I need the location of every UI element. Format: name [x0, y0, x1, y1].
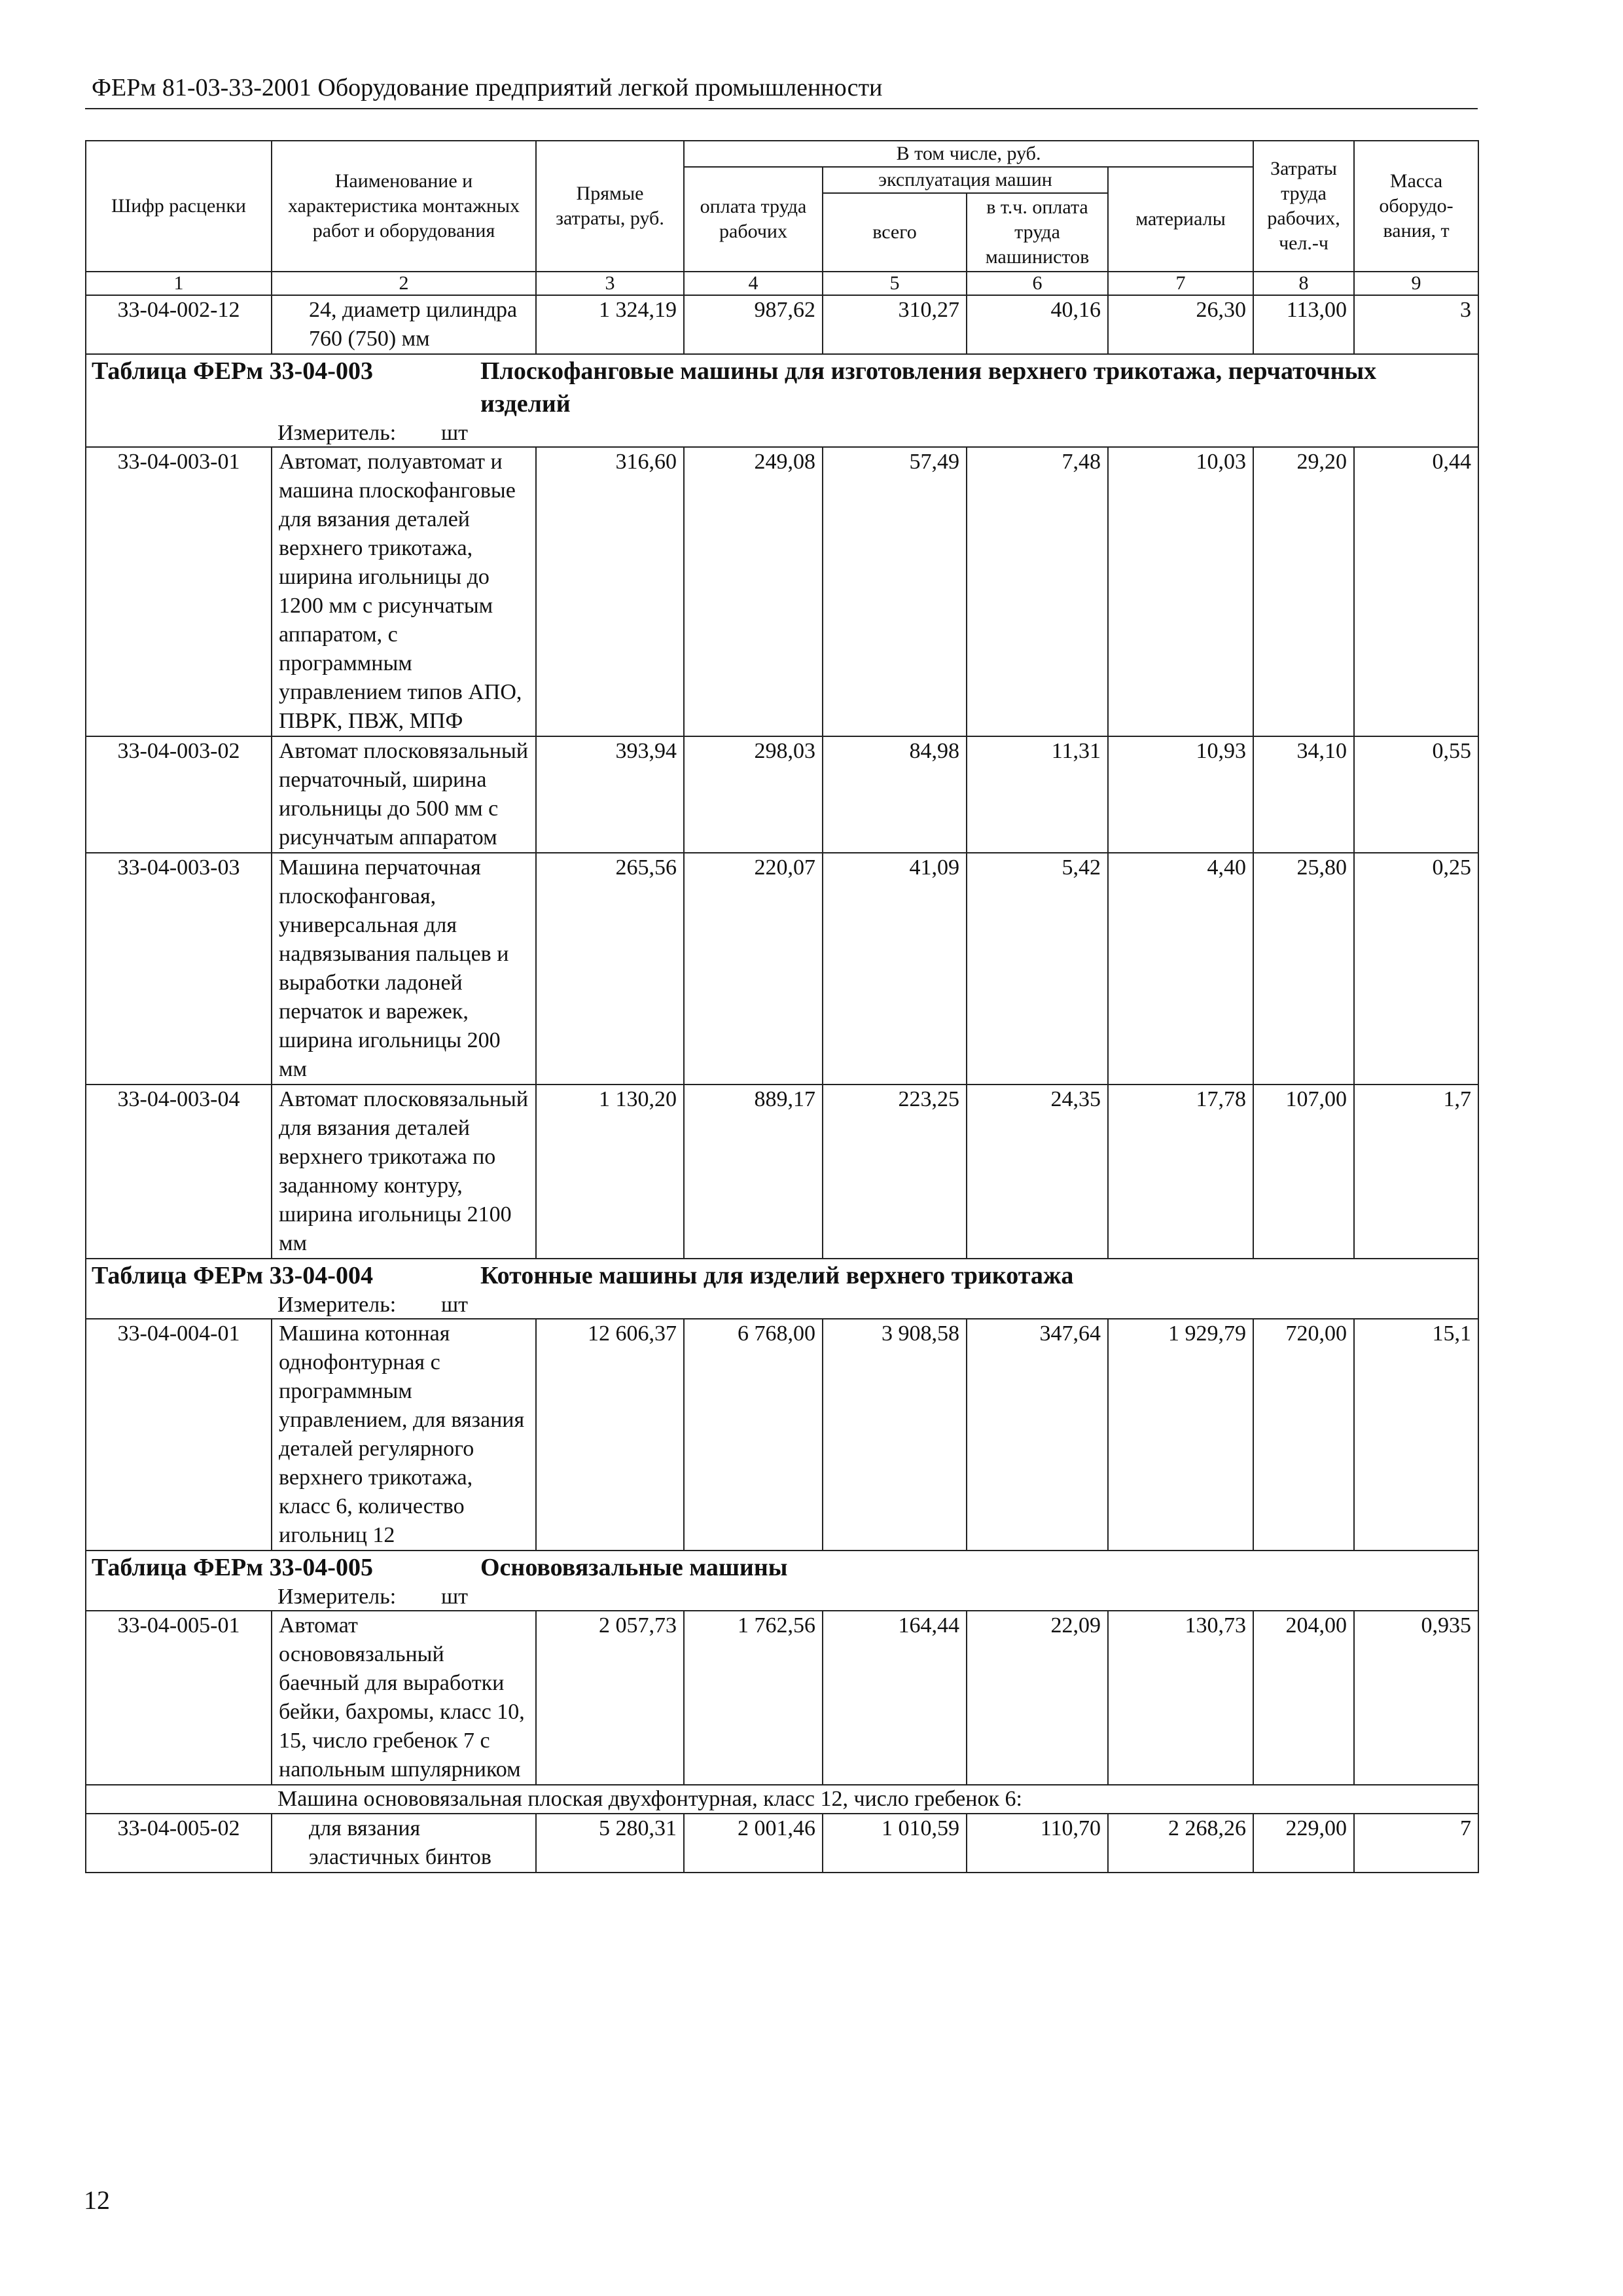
unit-value: шт: [441, 1293, 469, 1317]
col-header-machinist-pay: в т.ч. оплата труда машинистов: [967, 193, 1108, 272]
direct-cost: 1 324,19: [536, 295, 684, 354]
machine-cost: 164,44: [823, 1611, 967, 1785]
work-name: Автомат плосковязальный для вязания деталей верхнего трикотажа по заданному контуру, ширина игольницы 2100 мм: [272, 1085, 536, 1259]
section-code: Таблица ФЕРм 33-04-003: [92, 357, 373, 385]
section-title: Основовязальные машины: [480, 1554, 788, 1581]
materials-cost: 1 929,79: [1108, 1319, 1253, 1551]
col-header-materials: материалы: [1108, 167, 1253, 272]
col-header-name: Наименование и характеристика монтажных работ и оборудования: [272, 141, 536, 272]
column-number: 8: [1253, 272, 1354, 295]
unit-label: Измеритель:: [277, 1293, 397, 1317]
labor-hours: 204,00: [1253, 1611, 1354, 1785]
equipment-mass: 0,44: [1354, 447, 1478, 736]
direct-cost: 265,56: [536, 853, 684, 1085]
col-header-machine-op: эксплуатация машин: [823, 167, 1108, 193]
equipment-mass: 7: [1354, 1814, 1478, 1873]
rates-table: [85, 140, 1479, 1873]
section-title-row: [86, 354, 1478, 420]
equipment-mass: 15,1: [1354, 1319, 1478, 1551]
labor-pay: 220,07: [684, 853, 823, 1085]
table-row: [86, 447, 1478, 736]
work-name: Автомат, полуавтомат и машина плоскофанговые для вязания деталей верхнего трикотажа, ширина игольницы до 1200 мм с рисунчатым аппаратом, с программным управлением типов АПО, ПВРК, ПВЖ, МПФ: [272, 447, 536, 736]
machine-cost: 41,09: [823, 853, 967, 1085]
labor-hours: 229,00: [1253, 1814, 1354, 1873]
unit-label: Измеритель:: [277, 1585, 397, 1609]
materials-cost: 2 268,26: [1108, 1814, 1253, 1873]
table-row: [86, 295, 1478, 354]
labor-hours: 113,00: [1253, 295, 1354, 354]
col-header-labor-cost: Затраты труда рабочих, чел.-ч: [1253, 141, 1354, 272]
equipment-mass: 0,935: [1354, 1611, 1478, 1785]
unit-value: шт: [441, 1585, 469, 1609]
section-title: Плоскофанговые машины для изготовления верхнего трикотажа, перчаточных изделий: [480, 357, 1377, 418]
machinist-pay: 7,48: [967, 447, 1108, 736]
column-number: 5: [823, 272, 967, 295]
work-name: Автомат плосковязальный перчаточный, ширина игольницы до 500 мм с рисунчатым аппаратом: [272, 736, 536, 853]
equipment-mass: 0,25: [1354, 853, 1478, 1085]
unit-label: Измеритель:: [277, 421, 397, 445]
unit-row: [86, 1292, 1478, 1319]
section-title-row: [86, 1259, 1478, 1292]
page-header-title: ФЕРм 81-03-33-2001 Оборудование предприятий легкой промышленности: [92, 74, 883, 101]
column-number: 9: [1354, 272, 1478, 295]
labor-hours: 720,00: [1253, 1319, 1354, 1551]
labor-pay: 298,03: [684, 736, 823, 853]
section-code: Таблица ФЕРм 33-04-004: [92, 1262, 373, 1289]
work-name: Машина перчаточная плоскофанговая, универсальная для надвязывания пальцев и выработки ладоней перчаток и варежек, ширина игольницы 200 мм: [272, 853, 536, 1085]
table-row: [86, 1085, 1478, 1259]
labor-pay: 249,08: [684, 447, 823, 736]
table-row: [86, 1814, 1478, 1873]
machinist-pay: 22,09: [967, 1611, 1108, 1785]
unit-value: шт: [441, 421, 469, 445]
header-divider: [85, 108, 1478, 109]
column-number: 2: [272, 272, 536, 295]
equipment-mass: 0,55: [1354, 736, 1478, 853]
rate-code: 33-04-005-02: [86, 1814, 272, 1873]
machine-cost: 310,27: [823, 295, 967, 354]
labor-pay: 889,17: [684, 1085, 823, 1259]
column-number: 6: [967, 272, 1108, 295]
equipment-mass: 3: [1354, 295, 1478, 354]
machinist-pay: 40,16: [967, 295, 1108, 354]
rate-code: 33-04-003-02: [86, 736, 272, 853]
work-name: Машина котонная однофонтурная с программным управлением, для вязания деталей регулярного верхнего трикотажа, класс 6, количество игольниц 12: [272, 1319, 536, 1551]
work-name: Автомат основовязальный баечный для выработки бейки, бахромы, класс 10, 15, число гребенок 7 с напольным шпулярником: [272, 1611, 536, 1785]
table-row: [86, 853, 1478, 1085]
direct-cost: 12 606,37: [536, 1319, 684, 1551]
column-number: 3: [536, 272, 684, 295]
machinist-pay: 347,64: [967, 1319, 1108, 1551]
machinist-pay: 11,31: [967, 736, 1108, 853]
labor-hours: 107,00: [1253, 1085, 1354, 1259]
materials-cost: 4,40: [1108, 853, 1253, 1085]
work-name: 24, диаметр цилиндра 760 (750) мм: [272, 295, 536, 354]
col-header-including: В том числе, руб.: [684, 141, 1253, 167]
labor-hours: 25,80: [1253, 853, 1354, 1085]
machine-cost: 84,98: [823, 736, 967, 853]
work-name: для вязания эластичных бинтов: [272, 1814, 536, 1873]
direct-cost: 5 280,31: [536, 1814, 684, 1873]
section-code: Таблица ФЕРм 33-04-005: [92, 1554, 373, 1581]
rate-code: 33-04-003-03: [86, 853, 272, 1085]
materials-cost: 17,78: [1108, 1085, 1253, 1259]
table-row: [86, 736, 1478, 853]
table-row: [86, 1319, 1478, 1551]
machine-cost: 1 010,59: [823, 1814, 967, 1873]
column-number: 1: [86, 272, 272, 295]
section-title-row: [86, 1551, 1478, 1584]
direct-cost: 1 130,20: [536, 1085, 684, 1259]
col-header-mass: Масса оборудо-вания, т: [1354, 141, 1478, 272]
labor-pay: 1 762,56: [684, 1611, 823, 1785]
labor-pay: 6 768,00: [684, 1319, 823, 1551]
rate-code: 33-04-003-04: [86, 1085, 272, 1259]
column-number: 7: [1108, 272, 1253, 295]
unit-row: [86, 1584, 1478, 1611]
table-row: [86, 1611, 1478, 1785]
page-number: 12: [84, 2185, 110, 2215]
rate-code: 33-04-005-01: [86, 1611, 272, 1785]
machine-cost: 3 908,58: [823, 1319, 967, 1551]
materials-cost: 26,30: [1108, 295, 1253, 354]
materials-cost: 130,73: [1108, 1611, 1253, 1785]
group-label-row: [86, 1785, 1478, 1814]
direct-cost: 316,60: [536, 447, 684, 736]
machine-cost: 223,25: [823, 1085, 967, 1259]
labor-pay: 2 001,46: [684, 1814, 823, 1873]
labor-pay: 987,62: [684, 295, 823, 354]
unit-row: [86, 420, 1478, 447]
labor-hours: 29,20: [1253, 447, 1354, 736]
section-title: Котонные машины для изделий верхнего трикотажа: [480, 1262, 1074, 1289]
rate-code: 33-04-002-12: [86, 295, 272, 354]
group-label: Машина основовязальная плоская двухфонтурная, класс 12, число гребенок 6:: [86, 1785, 1478, 1814]
col-header-machine-total: всего: [823, 193, 967, 272]
labor-hours: 34,10: [1253, 736, 1354, 853]
materials-cost: 10,93: [1108, 736, 1253, 853]
direct-cost: 2 057,73: [536, 1611, 684, 1785]
col-header-direct: Прямые затраты, руб.: [536, 141, 684, 272]
column-number: 4: [684, 272, 823, 295]
machinist-pay: 5,42: [967, 853, 1108, 1085]
rate-code: 33-04-004-01: [86, 1319, 272, 1551]
machinist-pay: 24,35: [967, 1085, 1108, 1259]
direct-cost: 393,94: [536, 736, 684, 853]
col-header-code: Шифр расценки: [86, 141, 272, 272]
col-header-labor-pay: оплата труда рабочих: [684, 167, 823, 272]
column-number-row: [86, 272, 1478, 295]
rate-code: 33-04-003-01: [86, 447, 272, 736]
machine-cost: 57,49: [823, 447, 967, 736]
table-body: [86, 295, 1478, 1873]
materials-cost: 10,03: [1108, 447, 1253, 736]
machinist-pay: 110,70: [967, 1814, 1108, 1873]
equipment-mass: 1,7: [1354, 1085, 1478, 1259]
